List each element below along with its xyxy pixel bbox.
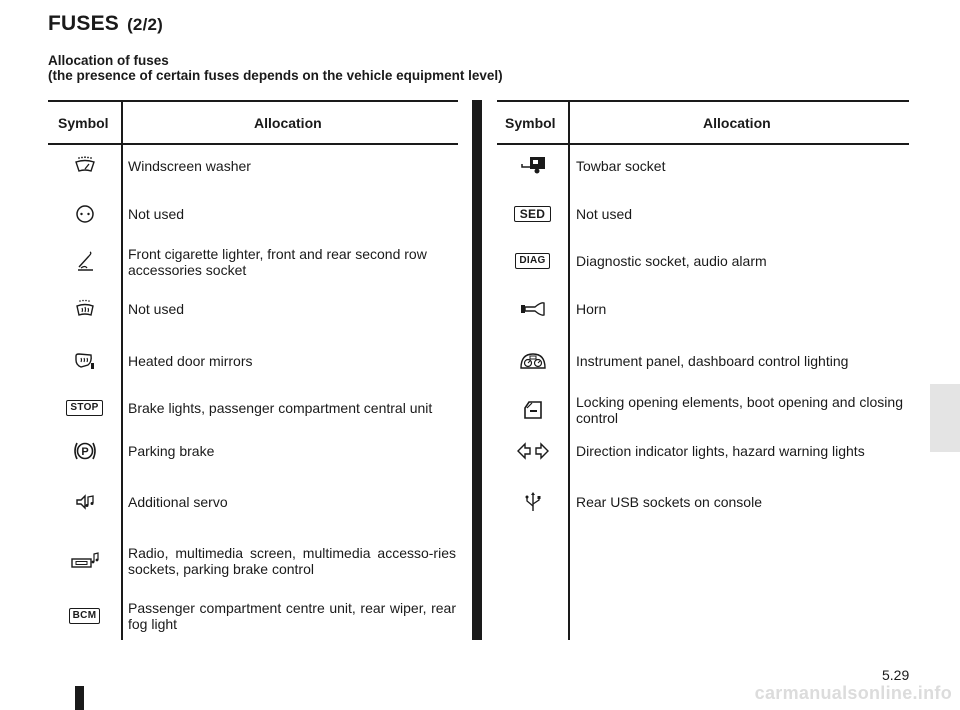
cigarette-lighter-icon [48, 238, 121, 286]
table-row [48, 238, 458, 286]
allocation-text: Instrument panel, dashboard control lighting [576, 353, 849, 369]
page-number: 5.29 [882, 667, 910, 683]
section-tab [930, 384, 960, 452]
allocation-text: Radio, multimedia screen, multimedia accesso-ries sockets, parking brake control [128, 545, 456, 577]
table-header-rule [48, 143, 458, 145]
table-row [48, 146, 458, 186]
allocation-text: Additional servo [128, 494, 228, 510]
allocation-text: Horn [576, 301, 607, 317]
page-title: FUSES (2/2) [48, 12, 164, 35]
table-row [497, 192, 909, 236]
allocation-header: Allocation [254, 115, 322, 131]
diag-icon: DIAG [497, 240, 568, 282]
horn-icon [497, 290, 568, 328]
allocation-text: Parking brake [128, 443, 215, 459]
bcm-icon: BCM [48, 592, 121, 640]
table-header-rule [497, 143, 909, 145]
allocation-text: Brake lights, passenger compartment central unit [128, 400, 433, 416]
table-row [48, 192, 458, 236]
allocation-text: Not used [128, 206, 185, 222]
fuse-table-right [497, 100, 909, 640]
not-used-circle-icon [48, 192, 121, 236]
table-row [48, 290, 458, 328]
table-row [48, 482, 458, 522]
allocation-text: Front cigarette lighter, front and rear second row accessories socket [128, 246, 427, 278]
symbol-header: Symbol [58, 115, 109, 131]
title-part: (2/2) [127, 15, 164, 34]
table-row [497, 146, 909, 186]
allocation-text: Towbar socket [576, 158, 666, 174]
instrument-panel-icon [497, 338, 568, 384]
allocation-text: Locking opening elements, boot opening and closing control [576, 394, 903, 426]
allocation-text: Diagnostic socket, audio alarm [576, 253, 767, 269]
allocation-text: Heated door mirrors [128, 353, 253, 369]
allocation-text: Passenger compartment centre unit, rear wiper, rear fog light [128, 600, 456, 632]
fuse-table-left [48, 100, 458, 640]
sed-icon: SED [497, 192, 568, 236]
table-row [48, 432, 458, 470]
column-separator [472, 100, 482, 640]
table-row [497, 290, 909, 328]
door-lock-icon [497, 386, 568, 434]
symbol-header: Symbol [505, 115, 556, 131]
table-row [48, 388, 458, 428]
table-top-rule [497, 100, 909, 102]
parking-brake-icon [48, 432, 121, 470]
table-row [497, 482, 909, 522]
towbar-socket-icon [497, 146, 568, 186]
table-row [497, 386, 909, 434]
svg-text:P: P [80, 446, 89, 458]
subtitle-line-1: Allocation of fuses [48, 53, 169, 68]
allocation-text: Direction indicator lights, hazard warning lights [576, 443, 865, 459]
stop-icon: STOP [48, 388, 121, 428]
rear-demister-icon [48, 290, 121, 328]
table-row [48, 536, 458, 586]
allocation-text: Not used [128, 301, 185, 317]
subtitle [48, 53, 503, 83]
table-row [497, 432, 909, 470]
usb-icon [497, 482, 568, 522]
allocation-header: Allocation [703, 115, 771, 131]
table-top-rule [48, 100, 458, 102]
subtitle-line-2: (the presence of certain fuses depends on the vehicle equipment level) [48, 68, 503, 83]
additional-servo-icon [48, 482, 121, 522]
table-row [497, 240, 909, 282]
margin-bar [75, 686, 84, 710]
heated-mirror-icon [48, 340, 121, 382]
windscreen-washer-icon [48, 146, 121, 186]
table-row [48, 340, 458, 382]
allocation-text: Windscreen washer [128, 158, 251, 174]
allocation-text: Not used [576, 206, 633, 222]
table-row [497, 338, 909, 384]
allocation-text: Rear USB sockets on console [576, 494, 762, 510]
table-row [48, 592, 458, 640]
watermark: carmanualsonline.info [754, 683, 952, 703]
direction-indicator-icon [497, 432, 568, 470]
radio-icon [48, 536, 121, 586]
